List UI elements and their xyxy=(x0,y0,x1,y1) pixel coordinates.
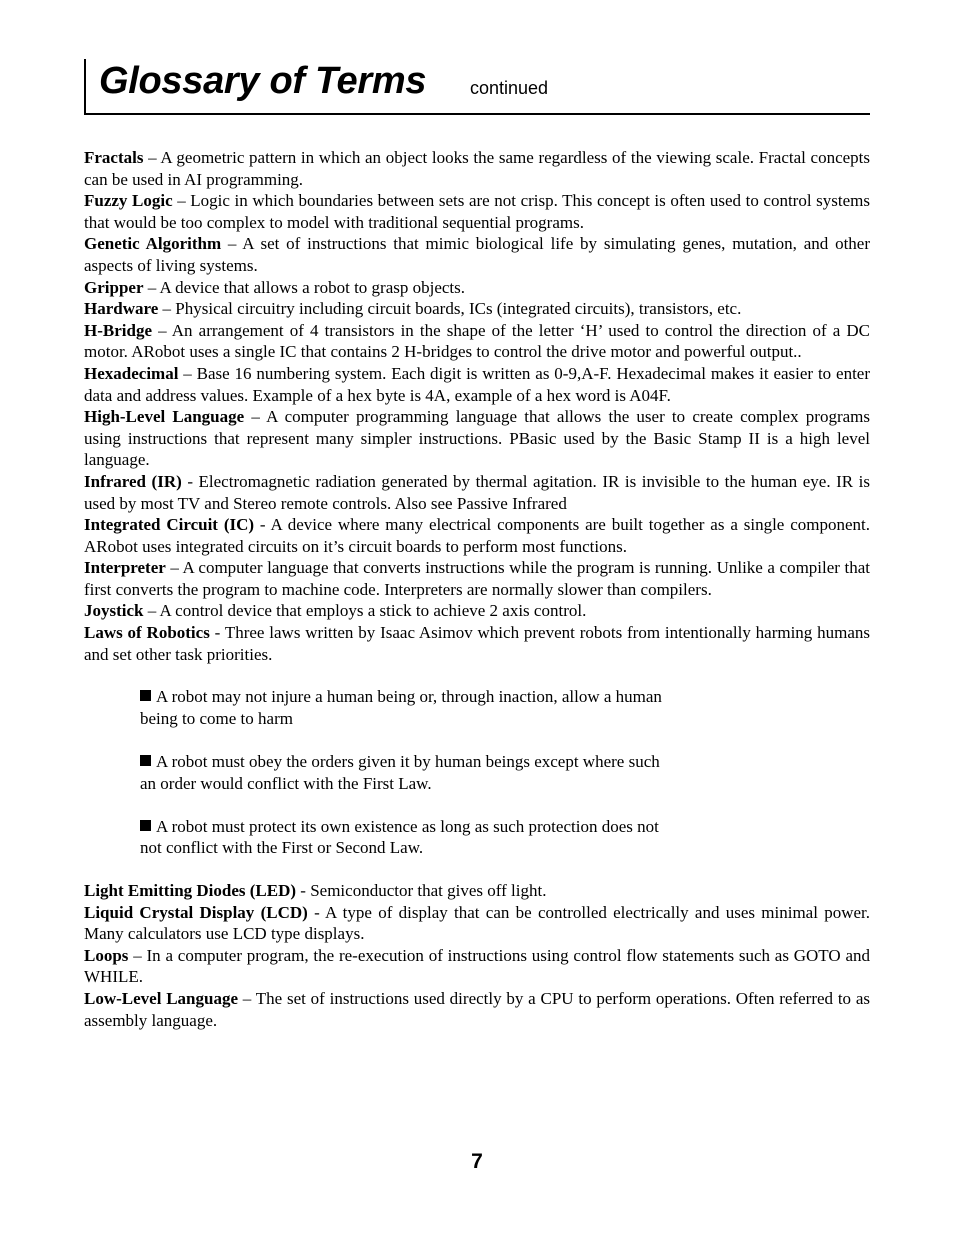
glossary-entry xyxy=(84,277,870,299)
glossary-entry xyxy=(84,600,870,622)
glossary-entry xyxy=(84,190,870,233)
glossary-term: Liquid Crystal Display (LCD) xyxy=(84,902,308,922)
square-bullet-icon xyxy=(140,755,151,766)
glossary-entry xyxy=(84,320,870,363)
glossary-definition: - Three laws written by Isaac Asimov which prevent robots from intentionally harming humans and set other task priorities. xyxy=(84,623,871,664)
glossary-entry xyxy=(84,557,870,600)
glossary-term: Infrared (IR) xyxy=(84,471,182,491)
page-header xyxy=(84,59,870,115)
page-title: Glossary of Terms xyxy=(99,60,427,102)
glossary-definition: – Physical circuitry including circuit boards, ICs (integrated circuits), transistors, etc. xyxy=(158,299,742,319)
glossary-entry xyxy=(84,233,870,276)
law-text: A robot must obey the orders given it by human beings except where such xyxy=(156,752,660,772)
glossary-entry xyxy=(84,622,870,665)
glossary-term: Fractals xyxy=(84,148,144,167)
law-item xyxy=(140,751,720,794)
glossary-definition: – A set of instructions that mimic biological life by simulating genes, mutation, and other aspects of living systems. xyxy=(84,234,870,275)
glossary-definition: – Base 16 numbering system. Each digit is written as 0-9,A-F. Hexadecimal makes it easier to enter data and address values. Example of a hex byte is 4A, example of a hex word is A04F. xyxy=(84,363,870,405)
page-subtitle: continued xyxy=(470,78,549,98)
glossary-definition: – The set of instructions used directly by a CPU to perform operations. Often referred to as assembly language. xyxy=(84,988,870,1030)
glossary-entry xyxy=(84,147,870,190)
glossary-entry xyxy=(84,945,870,988)
page-number: 7 xyxy=(471,1150,483,1173)
glossary-entry xyxy=(84,406,870,471)
glossary-term: Loops xyxy=(84,945,129,965)
glossary-definition: – In a computer program, the re-execution of instructions using control flow statements such as GOTO and WHILE. xyxy=(84,945,870,987)
glossary-term: Integrated Circuit (IC) xyxy=(84,515,255,535)
glossary-definition: - Semiconductor that gives off light. xyxy=(296,881,547,900)
law-text-continued: not conflict with the First or Second Law. xyxy=(140,838,424,858)
glossary-entry xyxy=(84,471,870,514)
glossary-list xyxy=(84,147,870,1031)
law-text-continued: an order would conflict with the First Law. xyxy=(140,773,432,793)
glossary-term: High-Level Language xyxy=(84,407,245,427)
law-item xyxy=(140,816,720,859)
law-text-continued: being to come to harm xyxy=(140,708,293,728)
law-text: A robot may not injure a human being or, through inaction, allow a human xyxy=(156,687,662,707)
glossary-term: Hexadecimal xyxy=(84,363,179,383)
glossary-term: Genetic Algorithm xyxy=(84,234,222,254)
square-bullet-icon xyxy=(140,820,151,831)
glossary-entry xyxy=(84,880,870,902)
glossary-definition: - A device where many electrical components are built together as a single component. ARobot uses integrated circuits on it’s circuit boards to perform most functions. xyxy=(84,515,870,556)
glossary-term: Gripper xyxy=(84,277,144,297)
glossary-definition: – A computer language that converts instructions while the program is running. Unlike a compiler that first converts the program to machine code. Interpreters are normally slower than compilers. xyxy=(84,558,870,599)
glossary-term: Low-Level Language xyxy=(84,988,239,1008)
glossary-term: Interpreter xyxy=(84,558,166,578)
law-item xyxy=(140,686,720,729)
glossary-term: Laws of Robotics xyxy=(84,623,210,643)
glossary-entry xyxy=(84,902,870,945)
glossary-definition: – A computer programming language that allows the user to create complex programs using instructions that represent many simpler instructions. PBasic used by the Basic Stamp II is a high level language. xyxy=(84,407,870,470)
glossary-definition: - A type of display that can be controlled electrically and uses minimal power. Many calculators use LCD type displays. xyxy=(84,902,870,944)
glossary-definition: – A geometric pattern in which an object looks the same regardless of the viewing scale. Fractal concepts can be used in AI programming. xyxy=(84,148,870,189)
glossary-definition: – A control device that employs a stick to achieve 2 axis control. xyxy=(143,601,587,621)
square-bullet-icon xyxy=(140,690,151,701)
glossary-term: Joystick xyxy=(84,601,144,621)
glossary-term: H-Bridge xyxy=(84,320,152,340)
glossary-entry xyxy=(84,298,870,320)
law-text: A robot must protect its own existence as long as such protection does not xyxy=(156,816,659,836)
glossary-term: Light Emitting Diodes (LED) xyxy=(84,881,297,900)
glossary-entry xyxy=(84,363,870,406)
glossary-term: Fuzzy Logic xyxy=(84,191,173,211)
glossary-term: Hardware xyxy=(84,299,159,319)
glossary-entry xyxy=(84,988,870,1031)
glossary-definition: – A device that allows a robot to grasp objects. xyxy=(143,277,466,297)
glossary-definition: – An arrangement of 4 transistors in the shape of the letter ‘H’ used to control the direction of a DC motor. ARobot uses a single IC that contains 2 H-bridges to control the drive motor and powerful output.. xyxy=(84,320,870,362)
laws-list xyxy=(140,686,720,859)
glossary-definition: - Electromagnetic radiation generated by thermal agitation. IR is invisible to the human eye. IR is used by most TV and Stereo remote controls. Also see Passive Infrared xyxy=(84,471,870,513)
glossary-entry xyxy=(84,514,870,557)
glossary-definition: – Logic in which boundaries between sets are not crisp. This concept is often used to control systems that would be too complex to model with traditional sequential programs. xyxy=(84,191,870,232)
